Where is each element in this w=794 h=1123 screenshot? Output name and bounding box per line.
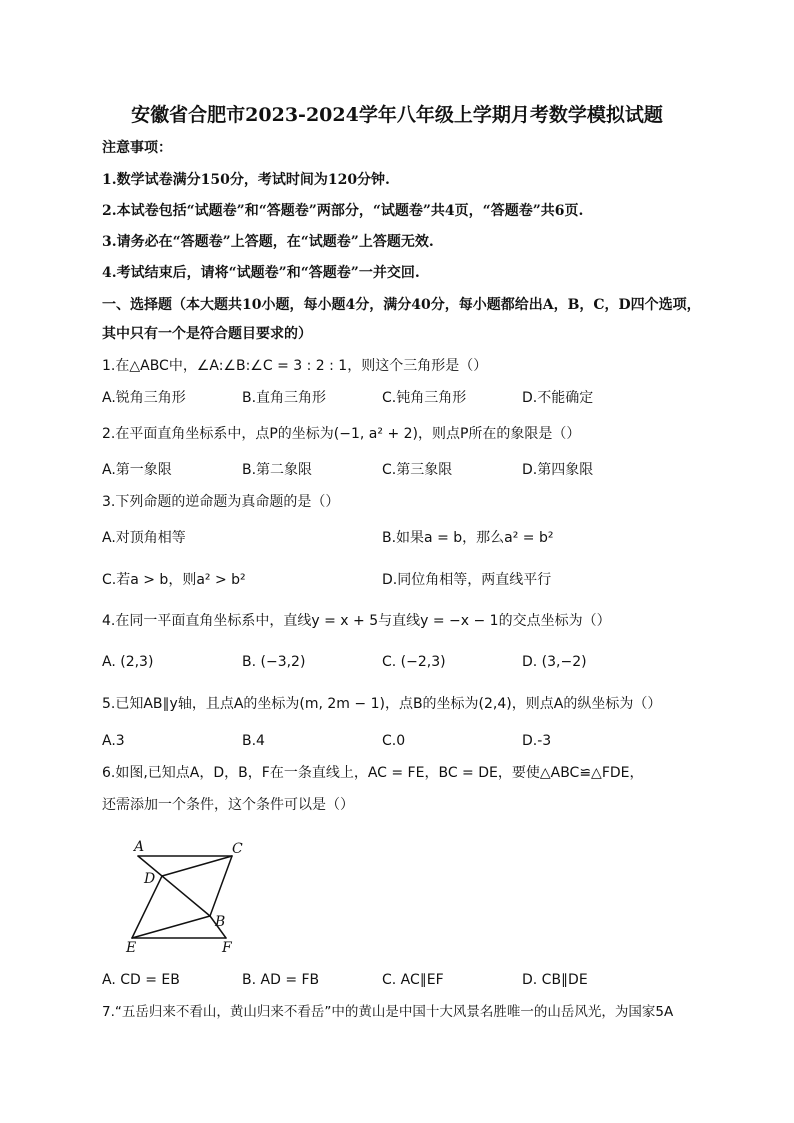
notice-heading: 注意事项： (102, 140, 172, 156)
question-1-option-b: B.直角三角形 (242, 390, 327, 406)
question-6-option-d: D. CB∥DE (522, 972, 588, 988)
question-3-stem: 3.下列命题的逆命题为真命题的是（） (102, 494, 340, 510)
question-3-option-d: D.同位角相等，两直线平行 (382, 572, 552, 588)
question-2-option-a: A.第一象限 (102, 462, 172, 478)
question-4-option-c: C. (−2,3) (382, 654, 446, 670)
question-7-stem: 7.“五岳归来不看山，黄山归来不看岳”中的黄山是中国十大风景名胜唯一的山岳风光，为国家5A (102, 1004, 674, 1020)
question-5-option-c: C.0 (382, 733, 406, 749)
question-2-option-b: B.第二象限 (242, 462, 313, 478)
label-point-e: E (126, 940, 137, 956)
segment-cb (210, 856, 232, 916)
section-heading-line-2: 其中只有一个是符合题目要求的） (102, 326, 312, 342)
question-4-option-b: B. (−3,2) (242, 654, 306, 670)
question-6-figure (122, 836, 262, 956)
question-5-option-d: D.-3 (522, 733, 552, 749)
question-1-option-a: A.锐角三角形 (102, 390, 186, 406)
question-2-option-c: C.第三象限 (382, 462, 453, 478)
question-1-option-d: D.不能确定 (522, 390, 594, 406)
question-2-stem: 2.在平面直角坐标系中，点P的坐标为(−1, a² + 2)，则点P所在的象限是（） (102, 426, 581, 442)
question-4-option-d: D. (3,−2) (522, 654, 587, 670)
question-1-option-c: C.钝角三角形 (382, 390, 467, 406)
question-4-stem: 4.在同一平面直角坐标系中，直线y = x + 5与直线y = −x − 1的交点坐标为（） (102, 613, 611, 629)
question-6-option-a: A. CD = EB (102, 972, 180, 988)
notice-item-1: 1.数学试卷满分150分，考试时间为120分钟. (102, 172, 390, 188)
question-5-stem: 5.已知AB∥y轴，且点A的坐标为(m, 2m − 1)，点B的坐标为(2,4)，则点A的纵坐标为（） (102, 696, 662, 712)
question-5-option-b: B.4 (242, 733, 265, 749)
label-point-a: A (134, 839, 145, 855)
exam-title: 安徽省合肥市2023-2024学年八年级上学期月考数学模拟试题 (131, 104, 663, 126)
question-6-stem: 6.如图,已知点A，D，B，F在一条直线上，AC = FE，BC = DE，要使△ABC≌△FDE， (102, 765, 644, 781)
question-3-option-c: C.若a > b，则a² > b² (102, 572, 246, 588)
question-1-stem: 1.在△ABC中，∠A:∠B:∠C = 3 : 2 : 1，则这个三角形是（） (102, 358, 488, 374)
section-heading-line-1: 一、选择题（本大题共10小题，每小题4分，满分40分，每小题都给出A，B，C，D四个选项， (102, 297, 701, 313)
label-point-c: C (232, 841, 243, 857)
question-5-option-a: A.3 (102, 733, 125, 749)
segment-cd (162, 856, 232, 876)
label-point-d: D (144, 871, 156, 887)
notice-item-4: 4.考试结束后，请将“试题卷”和“答题卷”一并交回. (102, 265, 420, 281)
segment-eb (132, 916, 210, 938)
label-point-b: B (215, 914, 226, 930)
question-3-option-a: A.对顶角相等 (102, 530, 186, 546)
notice-item-3: 3.请务必在“答题卷”上答题，在“试题卷”上答题无效. (102, 234, 434, 250)
question-6-option-b: B. AD = FB (242, 972, 320, 988)
question-6-option-c: C. AC∥EF (382, 972, 444, 988)
question-3-option-b: B.如果a = b，那么a² = b² (382, 530, 554, 546)
notice-item-2: 2.本试卷包括“试题卷”和“答题卷”两部分，“试题卷”共4页，“答题卷”共6页. (102, 203, 584, 219)
label-point-f: F (222, 940, 232, 956)
question-2-option-d: D.第四象限 (522, 462, 594, 478)
question-6-stem-continued: 还需添加一个条件，这个条件可以是（） (102, 797, 354, 813)
question-4-option-a: A. (2,3) (102, 654, 154, 670)
